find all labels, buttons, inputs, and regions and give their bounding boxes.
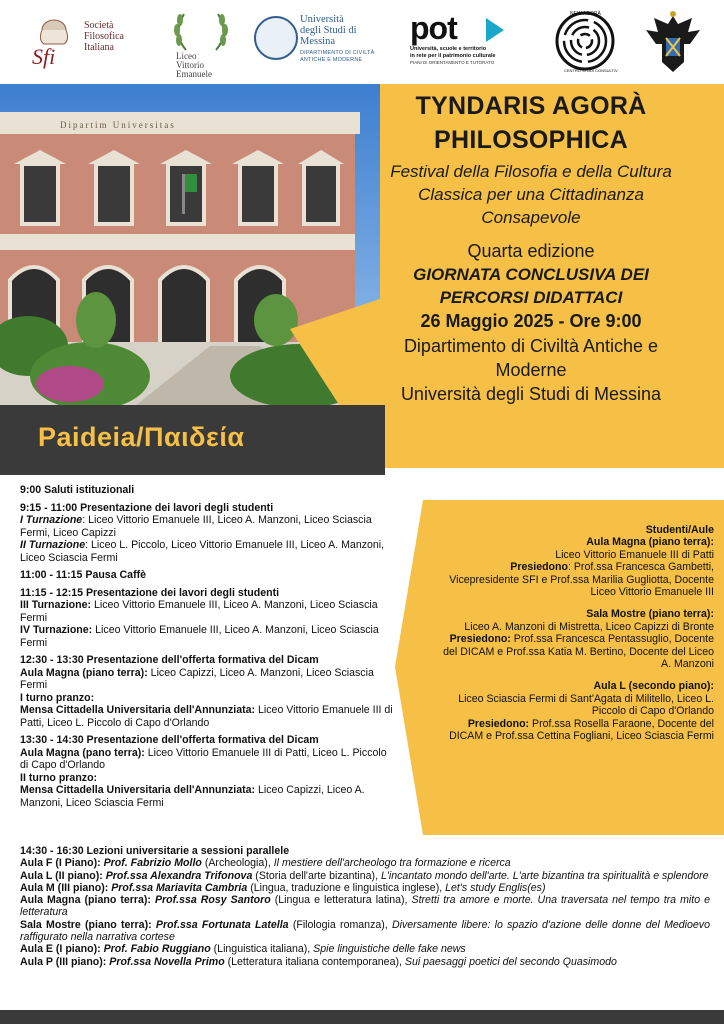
hero-text	[346, 88, 716, 406]
presidents-names: Prof.ssa Rosella Faraone, Docente del DICAM e Prof.ssa Cettina Fogliani, Liceo Sciascia Fermi	[449, 717, 714, 743]
lecture-room: Aula L (II piano):	[20, 869, 103, 882]
studenti-aule-section	[440, 524, 714, 753]
lecture-title: L'incantato mondo dell'arte. L'arte bizantina tra spiritualità e splendore	[380, 869, 709, 882]
pot-tagline: Università, scuole e territorio in rete per il patrimonio culturale	[410, 46, 496, 59]
footer-bar	[0, 1010, 724, 1024]
lecture-discipline: (Linguistica italiana),	[210, 943, 314, 956]
aula-schools: Liceo Vittorio Emanuele III di Patti, Liceo L. Piccolo di Capo d'Orlando	[20, 746, 387, 771]
venue-line3: Università degli Studi di Messina	[400, 384, 662, 404]
unime-department: DIPARTIMENTO DI CIVILTÀ ANTICHE E MODERNE	[300, 50, 375, 63]
logo-header	[0, 0, 724, 84]
turn-schools: Liceo Vittorio Emanuele III, Liceo A. Manzoni, Liceo Sciascia Fermi	[20, 624, 379, 649]
pot-logo	[410, 10, 530, 72]
program-schedule	[20, 484, 396, 814]
aula-l-schools: Liceo Sciascia Fermi di Sant'Agata di Militello, Liceo L. Piccolo di Capo d'Orlando	[458, 692, 714, 718]
mensa-schools: Liceo Capizzi, Liceo A. Manzoni, Liceo Sciascia Fermi	[20, 784, 365, 809]
lezioni-heading: 14:30 - 16:30 Lezioni universitarie a sessioni parallele	[20, 845, 290, 857]
aula-l-heading: Aula L (secondo piano):	[593, 680, 714, 693]
pot-wordmark: pot	[410, 10, 457, 46]
liceo-name: Liceo Vittorio Emanuele	[176, 51, 212, 79]
festival-title-line1: TYNDARIS AGORÀ	[415, 92, 647, 120]
session-4	[20, 734, 396, 809]
pot-arrow-icon	[486, 18, 504, 42]
lecture-title: Stretti tra amore e morte. Una traversata nel tempo tra mito e letteratura	[20, 894, 711, 919]
giornata-line2: PERCORSI DIDATTACI	[439, 288, 623, 307]
presidents-names: : Prof.ssa Francesca Gambetti, Vicepresidente SFI e Prof.ssa Marilia Gugliotta, Docente Liceo Vittorio Emanuele III	[449, 561, 714, 599]
turn-schools: Liceo Vittorio Emanuele III, Liceo A. Manzoni, Liceo Sciascia Fermi	[20, 599, 378, 624]
lecture-room: Aula M (III piano):	[20, 881, 109, 894]
festival-subtitle-line1: Festival della Filosofia e della Cultura	[390, 162, 672, 181]
pot-subtagline: PIANI DI ORIENTAMENTO E TUTORATO	[410, 60, 495, 65]
band-arrow-shape	[300, 405, 390, 475]
sala-mostre-schools: Liceo A. Manzoni di Mistretta, Liceo Capizzi di Bronte	[464, 620, 714, 633]
lecture-room: Aula P (III piano):	[20, 955, 107, 968]
paideia-heading: Paideia/Παιδεία	[38, 422, 245, 452]
presidents-label: Presiedono:	[467, 717, 530, 730]
lecture-row	[20, 943, 710, 955]
session-2-heading: 11:15 - 12:15 Presentazione dei lavori degli studenti	[20, 586, 280, 599]
eagle-crest-logo	[644, 10, 702, 76]
lecture-title: Sui paesaggi poetici del secondo Quasimodo	[404, 955, 617, 968]
lecture-discipline: (Archeologia),	[201, 857, 274, 870]
turn-schools: : Liceo Vittorio Emanuele III, Liceo A. Manzoni, Liceo Sciascia Fermi, Liceo Capizzi	[20, 514, 372, 539]
sala-mostre-presidents	[440, 633, 714, 670]
aule-heading: Studenti/Aule	[645, 524, 714, 536]
lecture-room: Aula E (I piano):	[20, 943, 101, 956]
pranzo-label: I turno pranzo:	[20, 691, 95, 704]
lecture-professor: Prof.ssa Alexandra Trifonova	[102, 869, 253, 882]
mensa-label: Mensa Cittadella Universitaria dell'Annunziata:	[20, 704, 256, 716]
lezioni-list	[20, 857, 710, 968]
laurel-wreath-icon	[166, 10, 236, 54]
pranzo-label: II turno pranzo:	[20, 771, 98, 784]
unime-name: Università degli Studi di Messina	[300, 14, 357, 47]
aula-magna-school: Liceo Vittorio Emanuele III di Patti	[555, 548, 714, 561]
edition-label: Quarta edizione	[467, 241, 595, 261]
aula-magna-group	[440, 536, 714, 598]
presidents-names: Prof.ssa Francesca Pentassuglio, Docente del DICAM e Prof.ssa Katia M. Bertino, Docente del Liceo A. Manzoni	[443, 633, 714, 671]
lecture-row	[20, 919, 710, 944]
turn-label: III Turnazione:	[20, 599, 92, 611]
session-4-heading: 13:30 - 14:30 Presentazione dell'offerta formativa del Dicam	[20, 734, 319, 746]
venue-line2: Moderne	[495, 360, 567, 380]
giornata-line1: GIORNATA CONCLUSIVA DEI	[413, 265, 649, 284]
lecture-discipline: (Lingua e letteratura latina),	[270, 894, 412, 907]
unime-logo	[254, 12, 404, 72]
event-date: 26 Maggio 2025 - Ore 9:00	[420, 311, 642, 331]
lecture-professor: Prof.ssa Novella Primo	[106, 955, 225, 968]
new-agora-label: NEW AGORÀ	[570, 11, 601, 17]
session-1	[20, 502, 396, 565]
university-seal-icon	[254, 16, 298, 60]
new-agora-logo	[552, 8, 618, 74]
presidents-label: Presiedono	[510, 561, 568, 574]
aula-l-presidents	[440, 718, 714, 743]
festival-subtitle-line2: Classica per una Cittadinanza	[418, 185, 644, 204]
aula-schools: Liceo Capizzi, Liceo A. Manzoni, Liceo Sciascia Fermi	[20, 666, 374, 691]
session-3	[20, 654, 396, 729]
lecture-discipline: (Storia dell'arte bizantina),	[252, 869, 381, 882]
lecture-row	[20, 882, 710, 894]
new-agora-sublabel: CENTRO STUDI CONSULTIVO	[564, 68, 618, 73]
lecture-title: Il mestiere dell'archeologo tra formazione e ricerca	[273, 857, 511, 870]
lecture-title: Let's study Englis(es)	[445, 881, 546, 894]
lecture-room: Sala Mostre (piano terra):	[20, 918, 152, 931]
lecture-discipline: (Filologia romanza),	[288, 918, 392, 931]
lecture-room: Aula Magna (piano terra):	[20, 894, 151, 907]
aula-magna-heading: Aula Magna (piano terra):	[586, 536, 714, 549]
sala-mostre-group	[440, 608, 714, 670]
festival-subtitle-line3: Consapevole	[481, 208, 581, 227]
lecture-title: Spie linguistiche delle fake news	[313, 943, 466, 956]
sfi-emblem-icon	[28, 14, 80, 70]
lecture-room: Aula F (I Piano):	[20, 857, 101, 870]
lecture-professor: Prof.ssa Rosy Santoro	[150, 894, 271, 907]
mensa-schools: Liceo Vittorio Emanuele III di Patti, Liceo L. Piccolo di Capo d'Orlando	[20, 704, 393, 729]
sfi-name: Società Filosofica Italiana	[84, 20, 124, 53]
aula-label: Aula Magna (piano terra):	[20, 666, 148, 679]
mensa-label: Mensa Cittadella Universitaria dell'Annunziata:	[20, 784, 256, 796]
session-3-heading: 12:30 - 13:30 Presentazione dell'offerta formativa del Dicam	[20, 654, 319, 666]
aula-label: Aula Magna (pano terra):	[20, 746, 145, 759]
venue-line1: Dipartimento di Civiltà Antiche e	[403, 336, 659, 356]
turn-schools: : Liceo L. Piccolo, Liceo Vittorio Emanuele III, Liceo A. Manzoni, Liceo Sciascia Fermi	[20, 539, 385, 564]
lecture-row	[20, 894, 710, 919]
saluti-item: 9:00 Saluti istituzionali	[20, 484, 135, 496]
turn-label: IV Turnazione:	[20, 624, 93, 636]
lecture-title: Diversamente libere: lo spazio d'azione delle donne del Medioevo raffigurato nella narrativa cortese	[20, 918, 711, 944]
facade-inscription: Dipartim Universitas	[60, 120, 176, 130]
lecture-professor: Prof. Fabrizio Mollo	[100, 857, 202, 870]
eagle-icon	[644, 10, 702, 76]
lecture-professor: Prof. Fabio Ruggiano	[100, 943, 211, 956]
turn-label: II Turnazione	[20, 539, 86, 551]
presidents-label: Presiedono:	[449, 633, 511, 646]
session-2	[20, 587, 396, 650]
aula-l-group	[440, 680, 714, 742]
lecture-discipline: (Letteratura italiana contemporanea),	[224, 955, 405, 968]
lecture-professor: Prof.ssa Fortunata Latella	[151, 918, 289, 931]
aula-magna-presidents	[440, 561, 714, 598]
liceo-logo	[166, 10, 236, 79]
labyrinth-icon	[552, 8, 618, 74]
lecture-professor: Prof.ssa Mariavita Cambria	[108, 881, 248, 894]
lecture-row	[20, 857, 710, 869]
sala-mostre-heading: Sala Mostre (piano terra):	[586, 608, 714, 621]
session-1-heading: 9:15 - 11:00 Presentazione dei lavori degli studenti	[20, 501, 274, 514]
lezioni-section	[20, 845, 710, 968]
sfi-logo	[28, 14, 158, 70]
lecture-row	[20, 956, 710, 968]
lecture-discipline: (Lingua, traduzione e linguistica inglese),	[247, 881, 446, 894]
svg-text:Sfi: Sfi	[32, 44, 56, 69]
lecture-row	[20, 870, 710, 882]
pausa-caffe: 11:00 - 11:15 Pausa Caffè	[20, 569, 147, 581]
festival-title-line2: PHILOSOPHICA	[434, 126, 628, 154]
turn-label: I Turnazione	[20, 514, 83, 526]
